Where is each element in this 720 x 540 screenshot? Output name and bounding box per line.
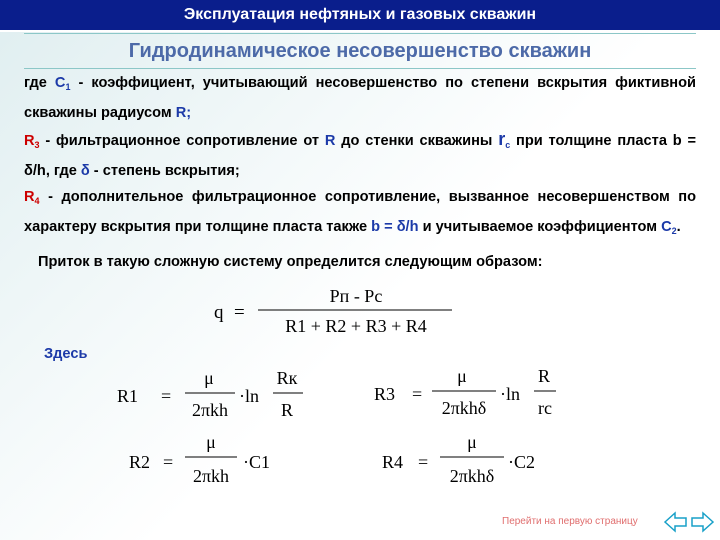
symbol-text: R — [24, 133, 35, 149]
formula-lhs: R4 — [382, 452, 404, 472]
formula-lhs: R2 — [129, 452, 151, 472]
formula-r1 — [115, 364, 315, 428]
arrow-left-icon — [664, 511, 688, 533]
formula-q-lhs: q — [214, 302, 224, 323]
formula-r3-svg — [370, 362, 570, 428]
symbol-subscript: 1 — [65, 82, 71, 92]
formula-r4 — [378, 426, 558, 492]
formula-lhs: R1 — [117, 386, 139, 406]
symbol-text: r — [498, 129, 506, 149]
nav-prev-button[interactable] — [664, 511, 688, 538]
symbol-r: R — [324, 133, 336, 149]
text: - фильтрационное сопротивление от — [39, 133, 325, 149]
text: . — [676, 219, 681, 235]
symbol-subscript: 4 — [34, 196, 40, 206]
symbol-r: R; — [175, 105, 192, 121]
formula-numerator: μ — [457, 366, 467, 386]
symbol-text: C — [661, 219, 672, 235]
formula-q-denominator: R1 + R2 + R3 + R4 — [285, 316, 427, 336]
formula-eq: = — [418, 452, 429, 472]
formula-numerator: μ — [206, 432, 216, 452]
formula-lhs: R3 — [374, 384, 396, 404]
header-bar — [0, 0, 720, 32]
symbol-r3 — [24, 133, 40, 149]
here-label: Здесь — [44, 346, 88, 362]
formula-operator: ·C2 — [508, 452, 535, 472]
paragraph-r3 — [24, 126, 696, 184]
symbol-text: R — [24, 189, 35, 205]
header-title: Эксплуатация нефтяных и газовых скважин — [183, 6, 537, 23]
symbol-rc — [498, 129, 510, 149]
symbol-subscript: c — [505, 140, 511, 150]
formula-eq: = — [161, 386, 172, 406]
text: - коэффициент, учитывающий несовершенство по степени вскрытия фиктивной скважины радиусом — [24, 75, 696, 121]
formula-eq: = — [163, 452, 174, 472]
formula-eq: = — [412, 384, 423, 404]
paragraph-r4 — [24, 184, 696, 244]
formula-q — [210, 280, 470, 342]
symbol-r4 — [24, 189, 40, 205]
ratio-denominator: R — [280, 400, 294, 420]
nav-next-button[interactable] — [690, 511, 714, 538]
formula-q-numerator: Рп - Рс — [329, 286, 383, 306]
formula-denominator: 2πkhδ — [449, 466, 495, 486]
ratio-numerator: Rк — [276, 368, 298, 388]
formula-numerator: μ — [204, 368, 214, 388]
formula-q-eq: = — [234, 302, 245, 323]
formula-r1-svg — [115, 364, 315, 428]
symbol-b: b = δ/h — [371, 219, 419, 235]
text: и учитываемое коэффициентом — [418, 219, 662, 235]
text: при толщине пласта b = δ/h, где — [24, 133, 696, 179]
formula-r4-svg — [378, 426, 558, 492]
divider-bottom — [24, 68, 696, 69]
formula-numerator: μ — [467, 432, 477, 452]
symbol-c1 — [55, 75, 71, 91]
symbol-text: C — [54, 75, 66, 91]
symbol-c2 — [661, 219, 677, 235]
ratio-numerator: R — [537, 366, 551, 386]
formula-denominator: 2πkhδ — [441, 398, 487, 418]
paragraph-flow: Приток в такую сложную систему определится следующим образом: — [38, 254, 543, 270]
formula-operator: ·C1 — [243, 452, 270, 472]
symbol-subscript: 2 — [671, 226, 677, 236]
text: до стенки скважины — [335, 133, 499, 149]
formula-r3 — [370, 362, 570, 428]
formula-denominator: 2πkh — [192, 466, 230, 486]
slide-body — [24, 70, 696, 275]
formula-denominator: 2πkh — [191, 400, 229, 420]
ratio-denominator: rc — [538, 398, 552, 418]
text: - степень вскрытия; — [89, 163, 240, 179]
text: где — [24, 75, 55, 91]
first-page-link[interactable]: Перейти на первую страницу — [502, 516, 638, 527]
formula-q-svg — [210, 280, 470, 342]
paragraph-c1 — [24, 70, 696, 126]
formula-operator: ·ln — [239, 386, 259, 406]
formula-r2-svg — [125, 426, 305, 492]
slide-title: Гидродинамическое несовершенство скважин — [128, 40, 592, 62]
symbol-subscript: 3 — [34, 140, 40, 150]
formula-operator: ·ln — [500, 384, 520, 404]
arrow-right-icon — [690, 511, 714, 533]
divider-top — [24, 33, 696, 34]
symbol-delta: δ — [80, 163, 90, 179]
text: - дополнительное фильтрационное сопротивление, вызванное несовершенством по характеру вскрытия при толщине пласта также — [24, 189, 696, 235]
formula-r2 — [125, 426, 305, 492]
